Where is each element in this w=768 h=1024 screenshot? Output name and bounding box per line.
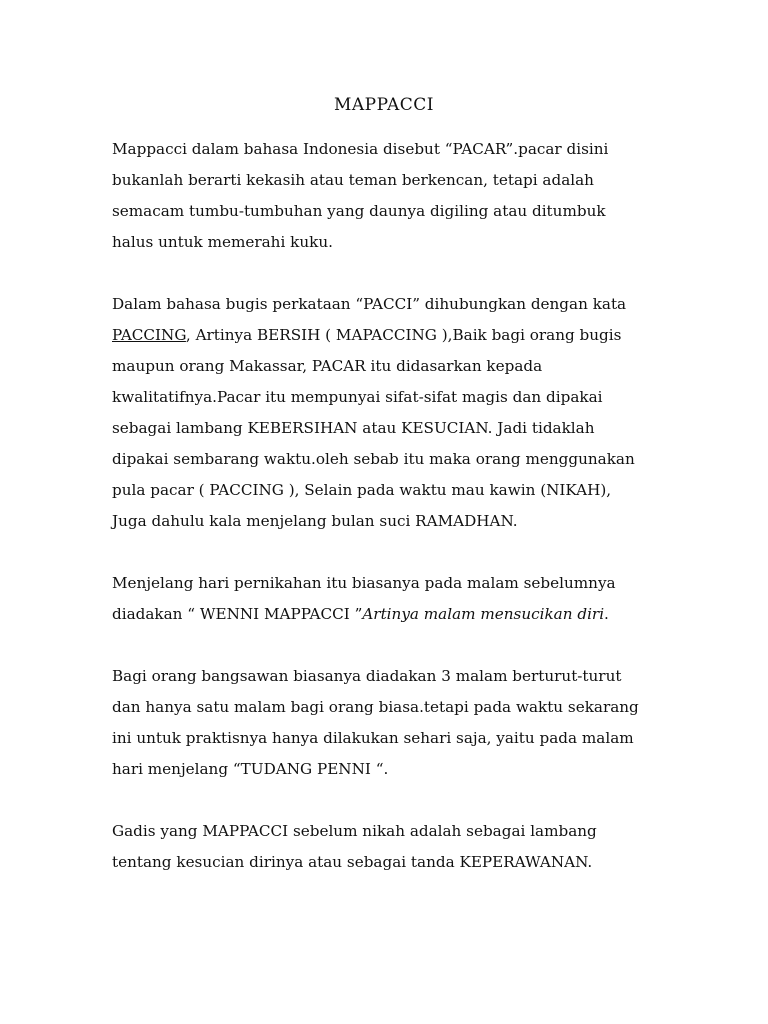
- text-line: [112, 320, 652, 351]
- text-line: tentang kesucian dirinya atau sebagai tanda KEPERAWANAN.: [112, 853, 593, 871]
- text-line: Menjelang hari pernikahan itu biasanya pada malam sebelumnya: [112, 574, 616, 592]
- text-line: Dalam bahasa bugis perkataan “PACCI” dihubungkan dengan kata: [112, 295, 627, 313]
- paragraph-gap: [112, 785, 652, 816]
- text-line: halus untuk memerahi kuku.: [112, 233, 333, 251]
- text-line: semacam tumbu-tumbuhan yang daunya digiling atau ditumbuk: [112, 202, 606, 220]
- text-segment: .: [604, 605, 609, 623]
- text-line: kwalitatifnya.Pacar itu mempunyai sifat-sifat magis dan dipakai: [112, 388, 603, 406]
- paragraph-4: [112, 661, 652, 785]
- text-line: ini untuk praktisnya hanya dilakukan sehari saja, yaitu pada malam: [112, 729, 634, 747]
- document-title: MAPPACCI: [333, 95, 434, 115]
- paragraph-gap: [112, 258, 652, 289]
- paragraph-1: [112, 134, 652, 258]
- text-line: bukanlah berarti kekasih atau teman berkencan, tetapi adalah: [112, 171, 594, 189]
- text-line: hari menjelang “TUDANG PENNI “.: [112, 760, 389, 778]
- text-line: maupun orang Makassar, PACAR itu didasarkan kepada: [112, 357, 543, 375]
- paragraph-3: [112, 568, 652, 630]
- text-line: Gadis yang MAPPACCI sebelum nikah adalah sebagai lambang: [112, 822, 597, 840]
- text-segment: diadakan “ WENNI MAPPACCI ”: [112, 605, 363, 623]
- underlined-term: PACCING: [112, 326, 186, 344]
- text-line: dan hanya satu malam bagi orang biasa.tetapi pada waktu sekarang: [112, 698, 639, 716]
- paragraph-2: [112, 289, 652, 537]
- paragraph-gap: [112, 630, 652, 661]
- text-line: Mappacci dalam bahasa Indonesia disebut “PACAR”.pacar disini: [112, 140, 609, 158]
- text-line: dipakai sembarang waktu.oleh sebab itu maka orang menggunakan: [112, 450, 635, 468]
- text-line: Bagi orang bangsawan biasanya diadakan 3 malam berturut-turut: [112, 667, 622, 685]
- text-line: [112, 599, 652, 630]
- text-line: Juga dahulu kala menjelang bulan suci RAMADHAN.: [112, 512, 518, 530]
- paragraph-gap: [112, 537, 652, 568]
- text-segment: , Artinya BERSIH ( MAPACCING ),Baik bagi orang bugis: [185, 326, 622, 344]
- italic-phrase: Artinya malam mensucikan diri: [362, 605, 605, 623]
- text-line: sebagai lambang KEBERSIHAN atau KESUCIAN. Jadi tidaklah: [112, 419, 595, 437]
- document-body: [112, 134, 652, 878]
- text-line: pula pacar ( PACCING ), Selain pada waktu mau kawin (NIKAH),: [112, 481, 612, 499]
- paragraph-5: [112, 816, 652, 878]
